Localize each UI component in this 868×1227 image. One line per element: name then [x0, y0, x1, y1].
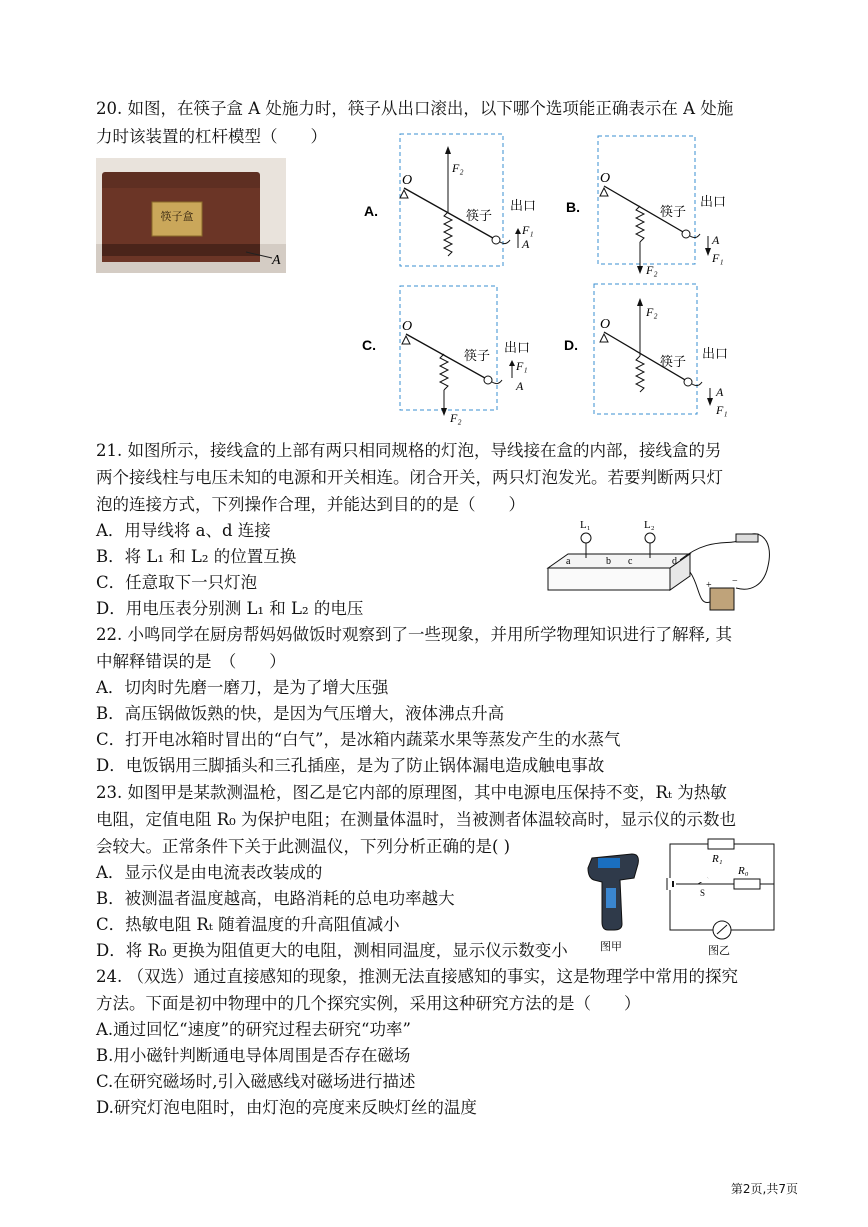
circuit-diagram: [664, 838, 780, 958]
svg-text:d: d: [672, 556, 677, 567]
option-a-diagram: [360, 132, 540, 272]
q23-option-d: D．将 R₀ 更换为阻值更大的电阻，测相同温度，显示仪示数变小: [96, 941, 568, 960]
svg-text:b: b: [606, 556, 611, 567]
option-b-diagram: [560, 132, 740, 282]
box-label: 筷子盒: [160, 211, 194, 223]
q21-line1: 21. 如图所示，接线盒的上部有两只相同规格的灯泡，导线接在盒的内部，接线盒的另: [96, 441, 722, 460]
svg-text:F₂: F₂: [452, 161, 464, 175]
svg-text:R₀: R₀: [738, 865, 749, 877]
svg-text:F₁: F₁: [712, 251, 724, 265]
svg-text:+: +: [706, 580, 712, 591]
q20-line2: 力时该装置的杠杆模型（ ）: [96, 127, 327, 146]
chopstick-box-photo: [96, 158, 286, 273]
svg-text:F₂: F₂: [646, 305, 658, 319]
svg-text:出口: 出口: [700, 194, 727, 209]
q20-line1: 20. 如图，在筷子盒 A 处施力时，筷子从出口滚出，以下哪个选项能正确表示在 A 处施: [96, 99, 734, 118]
q24-option-d: D.研究灯泡电阻时，由灯泡的亮度来反映灯丝的温度: [96, 1098, 477, 1117]
q23-option-a: A．显示仪是由电流表改装成的: [96, 863, 323, 882]
svg-text:O: O: [600, 317, 611, 332]
q23-line1: 23. 如图甲是某款测温枪，图乙是它内部的原理图，其中电源电压保持不变，Rₜ 为热敏: [96, 783, 727, 802]
q22-option-c: C．打开电冰箱时冒出的“白气”，是冰箱内蔬菜水果等蒸发产生的水蒸气: [96, 730, 621, 749]
option-c-diagram: [360, 282, 540, 432]
svg-text:A: A: [716, 385, 724, 399]
svg-text:筷子: 筷子: [466, 208, 493, 223]
q22-line1: 22. 小鸣同学在厨房帮妈妈做饭时观察到了一些现象，并用所学物理知识进行了解释, 其: [96, 625, 732, 644]
q24-line1: 24. （双选）通过直接感知的现象，推测无法直接感知的事实，这是物理学中常用的探究: [96, 967, 738, 986]
q23-option-c: C．热敏电阻 Rₜ 随着温度的升高阻值减小: [96, 915, 400, 934]
thermometer-gun-figure: [584, 844, 644, 956]
q22-option-d: D．电饭锅用三脚插头和三孔插座，是为了防止锅体漏电造成触电事故: [96, 756, 605, 775]
q23-option-b: B．被测温者温度越高，电路消耗的总电功率越大: [96, 889, 455, 908]
fig-yi-caption: 图乙: [708, 945, 730, 957]
option-d-diagram: [560, 282, 740, 422]
svg-text:F₁: F₁: [522, 223, 534, 237]
q21-line3: 泡的连接方式，下列操作合理，并能达到目的的是（ ）: [96, 495, 525, 514]
svg-text:筷子: 筷子: [660, 354, 687, 369]
page-number: 第2页,共7页: [730, 1182, 798, 1196]
q21-option-d: D．用电压表分别测 L₁ 和 L₂ 的电压: [96, 599, 364, 618]
svg-text:A: A: [522, 237, 530, 251]
svg-text:L₁: L₁: [580, 519, 591, 531]
q22-option-a: A．切肉时先磨一磨刀，是为了增大压强: [96, 678, 389, 697]
q23-line3: 会较大。正常条件下关于此测温仪，下列分析正确的是( ): [96, 837, 511, 856]
point-a-label: A: [272, 253, 281, 268]
svg-text:出口: 出口: [510, 198, 537, 213]
fig-jia-caption: 图甲: [600, 941, 622, 953]
q21-option-a: A．用导线将 a、d 连接: [96, 521, 271, 540]
svg-text:C.: C.: [362, 337, 376, 353]
svg-text:O: O: [402, 319, 413, 334]
svg-text:A: A: [712, 233, 720, 247]
svg-text:S: S: [700, 888, 706, 898]
svg-text:L₂: L₂: [644, 519, 655, 531]
q22-option-b: B．高压锅做饭熟的快，是因为气压增大，液体沸点升高: [96, 704, 505, 723]
q24-line2: 方法。下面是初中物理中的几个探究实例，采用这种研究方法的是（ ）: [96, 994, 641, 1013]
svg-text:O: O: [600, 171, 611, 186]
q22-line2: 中解释错误的是 （ ）: [96, 652, 286, 671]
svg-text:−: −: [732, 576, 738, 587]
svg-text:a: a: [566, 556, 571, 567]
q24-option-c: C.在研究磁场时,引入磁感线对磁场进行描述: [96, 1072, 416, 1091]
svg-text:D.: D.: [564, 337, 578, 353]
q21-option-c: C．任意取下一只灯泡: [96, 573, 258, 592]
svg-text:O: O: [402, 173, 413, 188]
q21-option-b: B．将 L₁ 和 L₂ 的位置互换: [96, 547, 297, 566]
svg-text:F₂: F₂: [646, 263, 658, 277]
svg-text:A.: A.: [364, 203, 378, 219]
svg-text:F₁: F₁: [716, 403, 728, 417]
svg-text:筷子: 筷子: [464, 348, 491, 363]
q24-option-b: B.用小磁针判断通电导体周围是否存在磁场: [96, 1046, 411, 1065]
svg-text:A: A: [516, 379, 524, 393]
q24-option-a: A.通过回忆“速度”的研究过程去研究“功率”: [96, 1020, 411, 1039]
q23-line2: 电阻，定值电阻 R₀ 为保护电阻；在测量体温时，当被测者体温较高时，显示仪的示数也: [96, 810, 737, 829]
svg-text:筷子: 筷子: [660, 204, 687, 219]
junction-box-figure: [540, 516, 780, 616]
svg-text:出口: 出口: [504, 340, 531, 355]
svg-text:c: c: [628, 556, 633, 567]
svg-text:B.: B.: [566, 199, 580, 215]
svg-text:F₂: F₂: [450, 411, 462, 425]
svg-text:出口: 出口: [702, 346, 729, 361]
q21-line2: 两个接线柱与电压未知的电源和开关相连。闭合开关，两只灯泡发光。若要判断两只灯: [96, 468, 723, 487]
svg-text:R₁: R₁: [712, 853, 723, 865]
svg-text:F₁: F₁: [516, 359, 528, 373]
